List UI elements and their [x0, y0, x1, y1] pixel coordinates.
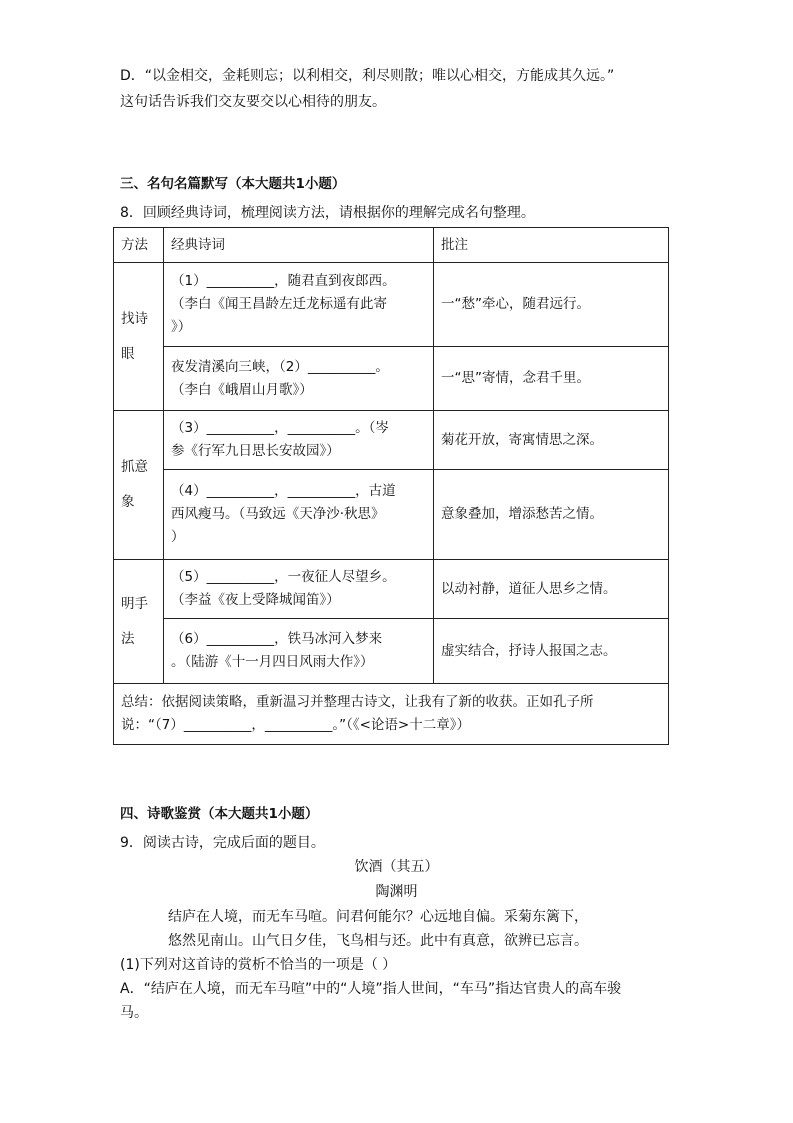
- method-cell-3: [114, 560, 164, 684]
- subquestion-1: (1)下列对这首诗的赏析不恰当的一项是（ ）: [120, 957, 397, 973]
- poem-1-line3: 》）: [171, 319, 192, 335]
- poem-6-line1: （6）__________，铁马冰河入梦来: [171, 631, 383, 647]
- option-a-line2: 马。: [120, 1005, 148, 1021]
- method-3-line2: 法: [121, 630, 135, 647]
- poem-2-line1: 夜发清溪向三峡，（2）__________。: [171, 358, 389, 375]
- section4-heading: 四、诗歌鉴赏（本大题共1小题）: [120, 806, 319, 822]
- summary-line2: 说：“（7）__________，__________。”（《<论语>十二章》）: [121, 717, 470, 733]
- poem-author: 陶渊明: [375, 884, 418, 900]
- header-method: 方法: [114, 228, 164, 263]
- method-cell-2: [114, 411, 164, 560]
- poem-line2: 悠然见南山。山气日夕佳，飞鸟相与还。此中有真意，欲辨已忘言。: [168, 933, 588, 949]
- header-note: 批注: [434, 228, 669, 263]
- method-2-line2: 象: [121, 494, 135, 510]
- note-cell-6: 虚实结合，抒诗人报国之志。: [434, 619, 669, 684]
- header-poem: 经典诗词: [164, 228, 434, 263]
- note-cell-4: 意象叠加，增添愁苦之情。: [434, 470, 669, 560]
- poem-cell-4: [164, 470, 434, 560]
- note-cell-3: 菊花开放，寄寓情思之深。: [434, 411, 669, 470]
- poem-cell-3: [164, 411, 434, 470]
- section3-heading: 三、名句名篇默写（本大题共1小题）: [120, 176, 346, 192]
- option-a-line1: A．“结庐在人境，而无车马喧”中的“人境”指人世间，“车马”指达官贵人的高车骏: [120, 981, 622, 997]
- poem-cell-5: [164, 560, 434, 619]
- method-1-line1: 找诗: [121, 310, 148, 327]
- poem-4-line3: ）: [171, 529, 185, 545]
- method-1-line2: 眼: [121, 345, 135, 362]
- poem-title: 饮酒（其五）: [354, 859, 439, 875]
- poem-1-line2: （李白《闻王昌龄左迁龙标遥有此寄: [171, 296, 387, 312]
- poem-5-line2: （李益《夜上受降城闻笛》）: [171, 592, 340, 608]
- poem-3-line2: 参《行军九日思长安故园》）: [171, 443, 340, 459]
- poem-6-line2: 。（陆游《十一月四日风雨大作》）: [171, 654, 374, 670]
- poem-cell-2: [164, 347, 434, 411]
- note-cell-1: 一“愁”牵心，随君远行。: [434, 263, 669, 347]
- method-3-line1: 明手: [121, 595, 148, 612]
- method-cell-1: [114, 263, 164, 411]
- option-d-line2: 这句话告诉我们交友要交以心相待的朋友。: [120, 94, 386, 110]
- summary-line1: 总结：依据阅读策略，重新温习并整理古诗文，让我有了新的收获。正如孔子所: [121, 694, 594, 710]
- method-2-line1: 抓意: [121, 459, 148, 475]
- option-d-line1: D．“以金相交，金耗则忘；以利相交，利尽则散；唯以心相交，方能成其久远。”: [120, 68, 615, 84]
- poem-4-line2: 西风瘦马。（马致远《天净沙·秋思》: [171, 506, 385, 522]
- note-cell-5: 以动衬静，道征人思乡之情。: [434, 560, 669, 619]
- poem-4-line1: （4）__________，__________，古道: [171, 483, 396, 499]
- question-9: 9．阅读古诗，完成后面的题目。: [120, 835, 325, 851]
- poem-2-line2: （李白《峨眉山月歌》）: [171, 381, 313, 398]
- question-8: 8．回顾经典诗词，梳理阅读方法，请根据你的理解完成名句整理。: [120, 205, 535, 221]
- poem-cell-6: [164, 619, 434, 684]
- poem-1-line1: （1）__________，随君直到夜郎西。: [171, 273, 396, 289]
- poem-cell-1: [164, 263, 434, 347]
- quote-table: [113, 227, 669, 745]
- summary-cell: [114, 684, 669, 745]
- poem-5-line1: （5）__________，一夜征人尽望乡。: [171, 569, 396, 585]
- poem-line1: 结庐在人境，而无车马喧。问君何能尔？心远地自偏。采菊东篱下，: [168, 909, 588, 925]
- poem-3-line1: （3）__________，__________。（岑: [171, 420, 389, 436]
- note-cell-2: 一“思”寄情，念君千里。: [434, 347, 669, 411]
